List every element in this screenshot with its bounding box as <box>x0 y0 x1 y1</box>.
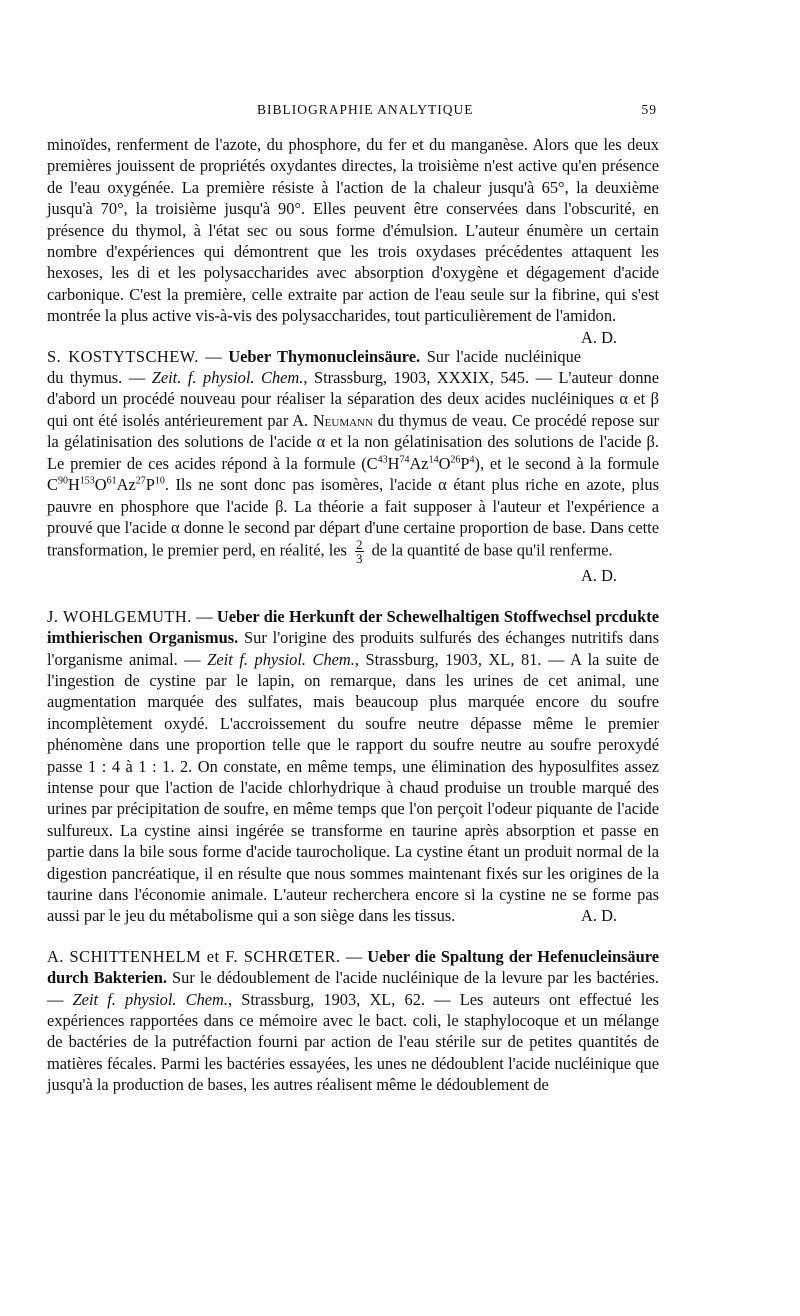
entry3-dash: — <box>340 946 368 966</box>
formula-b-5: 61 <box>106 475 117 487</box>
formula-a-1: 43 <box>377 454 388 466</box>
entry1-text-3: du thymus de veau. Ce procédé repose sur la gélatinisation des solutions de l'acide α et la non gélatinisation des solutions de l'acide β. Le premier de ces acides répond à la formule (C <box>47 410 659 473</box>
formula-b-4: O <box>94 475 107 495</box>
page-number: 59 <box>641 102 657 117</box>
formula-b-6: Az <box>116 475 136 495</box>
article-body <box>47 134 659 1096</box>
entry1-text-5: . Ils ne sont donc pas isomères, l'acide α étant plus riche en azote, plus pauvre en phosphore que l'acide β. La théorie a fait supposer à l'auteur et l'expérience a prouvé que l'acide α donne le second par départ d'une certaine proportion de base. Dans cette transformation, le premier perd, en réalité, les <box>47 475 659 560</box>
formula-a-7: 26 <box>450 454 461 466</box>
entry3-journal: Zeit f. physiol. Chem. <box>72 989 228 1009</box>
entry2-dash: — <box>191 606 217 626</box>
entry1-text-4: ), et le second à la formule C <box>47 453 659 495</box>
entry1-signature: A. D. <box>581 566 617 586</box>
entry2-text-2: , Strassburg, 1903, XL, 81. — A la suite de l'ingestion de cystine par le lapin, on remarque, dans les urines de cet animal, une augmentation marquée des sulfates, mais beaucoup plus marquée encore du soufre incomplètement oxydé. L'accroissement du soufre neutre dépasse même le premier phénomène dans une proportion telle que le rapport du soufre neutre au soufre peroxydé passe 1 : 4 à 1 : 1. 2. On constate, en même temps, une élimination des hyposulfites assez intense pour que l'action de l'acide chlorhydrique à chaud produise un trouble marqué des urines par précipitation de soufre, en même temps que l'on perçoit l'odeur piquante de l'acide sulfureux. La cystine ainsi ingérée se transforme en taurine après absorption et passe en partie dans la bile sous forme d'acide taurocholique. La cystine étant un produit normal de la digestion pancréatique, il en résulte que nous sommes maintenant fixés sur les origines de la taurine dans l'économie animale. L'auteur recherchera encore si la cystine ne se forme pas aussi par le jeu du métabolisme qui a son siège dans les tissus. <box>47 649 659 926</box>
entry-schittenhelm <box>47 946 659 1096</box>
entry1-text-6: de la quantité de base qu'il renferme. <box>367 540 613 560</box>
entry1-dash: — <box>198 346 229 366</box>
fraction-denominator: 3 <box>356 551 363 567</box>
entry-wohlgemuth <box>47 606 659 927</box>
entry2-signature: A. D. <box>581 906 617 926</box>
formula-b-2: H <box>67 475 80 495</box>
formula-a-4: Az <box>409 453 429 473</box>
entry2-title: Ueber die Herkunft der Schewelhaltigen Stoffwechsel prcdukte imthierischen Organismus. <box>47 606 659 648</box>
entry1-author: S. KOSTYTSCHEW. <box>47 346 199 366</box>
formula-b-7: 27 <box>135 475 146 487</box>
intro-text: minoïdes, renferment de l'azote, du phosphore, du fer et du manganèse. Alors que les deux premières jouissent de propriétés oxydantes directes, la troisième n'est active qu'en présence de l'eau oxygénée. La première résiste à l'action de la chaleur jusqu'à 65°, la deuxième jusqu'à 70°, la troisième jusqu'à 90°. Elles peuvent être conservées dans l'obscurité, en présence du thymol, à l'état sec ou sous forme d'émulsion. L'auteur énumère un certain nombre d'expériences qui démontrent que les trois oxydases précédentes attaquent les hexoses, les di et les polysaccharides avec absorption d'oxygène et dégagement d'acide carbonique. C'est la première, celle extraite par action de l'eau seule sur la fibrine, qui s'est montrée la plus active vis-à-vis des polysaccharides, tout particulièrement de l'amidon. <box>47 135 659 326</box>
formula-b-8: P <box>145 475 155 495</box>
entry3-author: A. SCHITTENHELM et F. SCHRŒTER. <box>47 946 341 966</box>
formula-b-3: 153 <box>79 475 95 487</box>
entry1-text-1: Sur l'acide nucléinique du thymus. — <box>47 346 582 388</box>
formula-b-9: 10 <box>154 475 165 487</box>
entry1-title: Ueber Thymonucleinsäure. <box>228 346 421 366</box>
formula-a-5: 14 <box>428 454 439 466</box>
entry3-text-1: Sur le dédoublement de l'acide nucléinique de la levure par les bactéries. — <box>47 968 659 1009</box>
formula-a-2: H <box>387 453 400 473</box>
intro-signature: A. D. <box>581 327 617 347</box>
entry3-text-2: , Strassburg, 1903, XL, 62. — Les auteurs ont effectué les expériences rapportées dans ce mémoire avec le bact. coli, le staphylocoque et un mélange de bactéries de la putréfaction fourni par action de l'eau stérile sur de petites quantités de matières fécales. Parmi les bactéries essayées, les unes ne dédoublent l'acide nucléinique que jusqu'à la production de bases, les autres réalisent même le dédoublement de <box>47 989 659 1095</box>
entry2-text-1: Sur l'origine des produits sulfurés des échanges nutritifs dans l'organisme animal. — <box>47 628 659 669</box>
formula-a-9: 4 <box>469 454 475 466</box>
formula-a-3: 74 <box>399 454 410 466</box>
intro-paragraph <box>47 134 659 347</box>
entry-kostytschew <box>47 346 659 566</box>
formula-a-6: O <box>438 453 451 473</box>
fraction-numerator: 2 <box>356 537 363 553</box>
entry3-title: Ueber die Spaltung der Hefenucleinsäure durch Bakterien. <box>47 946 659 988</box>
entry2-author: J. WOHLGEMUTH. <box>47 606 192 626</box>
entry1-text-2: , Strassburg, 1903, XXXIX, 545. — L'auteur donne d'abord un procédé nouveau pour réaliser la séparation des deux acides nucléiniques α et β qui ont été isolés antérieurement par A. <box>47 368 659 430</box>
entry2-journal: Zeit f. physiol. Chem. <box>207 649 355 669</box>
entry1-name: Neumann <box>312 410 373 430</box>
formula-b-1: 90 <box>57 475 68 487</box>
formula-a-8: P <box>460 453 470 473</box>
fraction <box>355 538 364 565</box>
entry1-journal: Zeit. f. physiol. Chem. <box>151 368 304 388</box>
running-title: BIBLIOGRAPHIE ANALYTIQUE <box>257 102 474 117</box>
